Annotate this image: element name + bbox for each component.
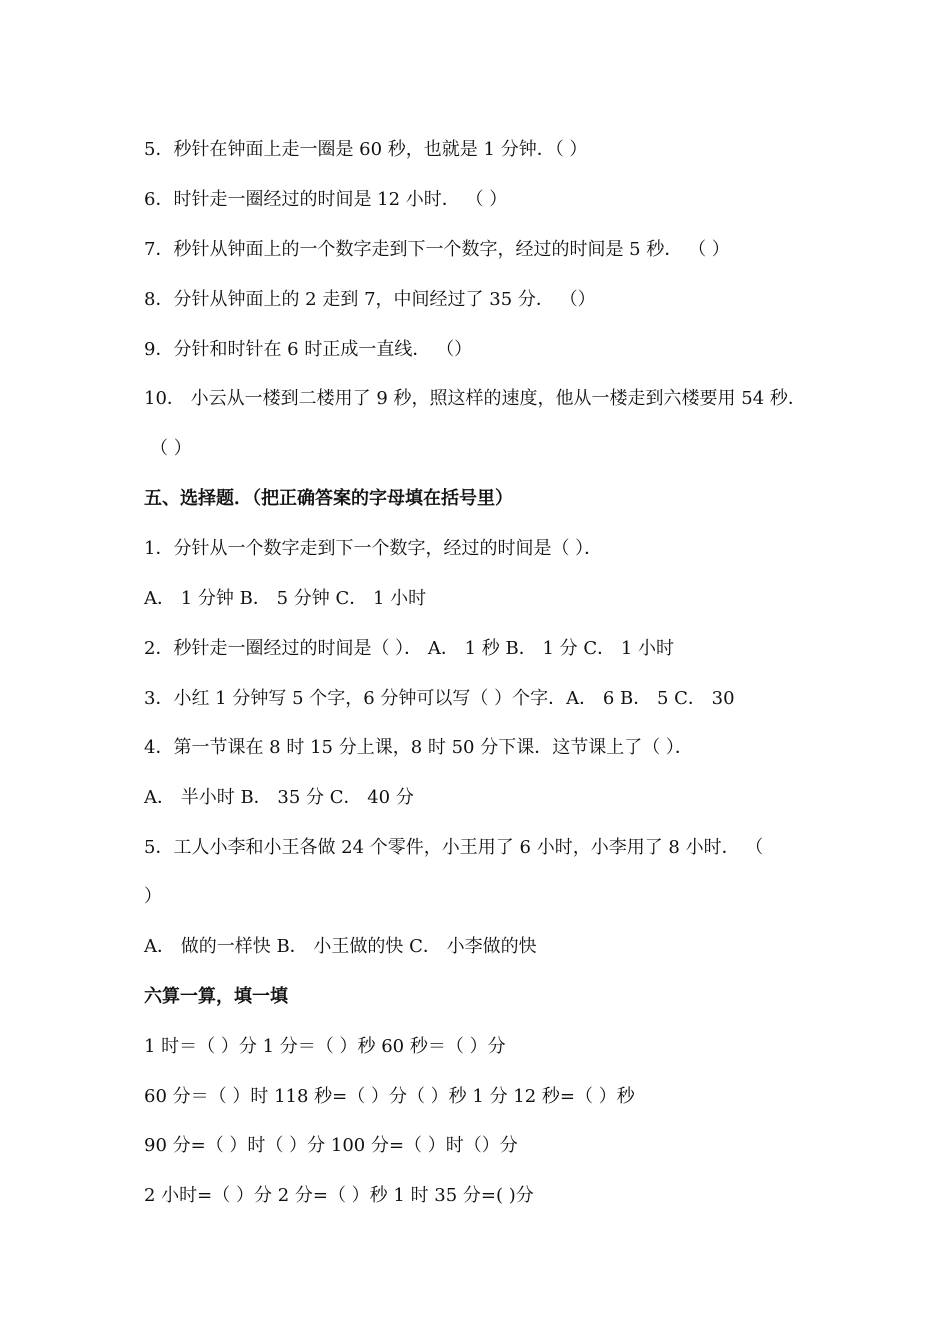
question-7: 7．秒针从钟面上的一个数字走到下一个数字，经过的时间是 5 秒． （ ） [144,239,730,260]
question-8: 8．分针从钟面上的 2 走到 7，中间经过了 35 分． （） [144,289,596,310]
choice-question-5: 5．工人小李和小王各做 24 个零件，小王用了 6 小时，小李用了 8 小时． （ [144,837,764,858]
section-6-heading: 六算一算，填一填 [144,986,288,1007]
choice-question-4: 4．第一节课在 8 时 15 分上课，8 时 50 分下课．这节课上了（ ）． [144,737,693,758]
calc-line-3: 90 分=（ ）时（ ）分 100 分=（ ）时（）分 [144,1135,518,1156]
choice-question-4-options: A． 半小时 B． 35 分 C． 40 分 [144,787,414,808]
choice-question-1: 1．分针从一个数字走到下一个数字，经过的时间是（ ）． [144,538,603,559]
question-6: 6．时针走一圈经过的时间是 12 小时． （ ） [144,189,508,210]
question-10-answer-blank: （ ） [150,438,192,459]
calc-line-1: 1 时＝（ ）分 1 分＝（ ）秒 60 秒＝（ ）分 [144,1036,506,1057]
choice-question-1-options: A． 1 分钟 B． 5 分钟 C． 1 小时 [144,588,427,609]
question-5: 5．秒针在钟面上走一圈是 60 秒，也就是 1 分钟．（ ） [144,139,588,160]
question-10: 10． 小云从一楼到二楼用了 9 秒，照这样的速度，他从一楼走到六楼要用 54 秒． [144,388,806,409]
section-5-heading: 五、选择题．（把正确答案的字母填在括号里） [144,488,513,509]
choice-question-5-options: A． 做的一样快 B． 小王做的快 C． 小李做的快 [144,936,537,957]
choice-question-2: 2．秒针走一圈经过的时间是（ ）． A． 1 秒 B． 1 分 C． 1 小时 [144,638,675,659]
choice-question-3: 3．小红 1 分钟写 5 个字，6 分钟可以写（ ）个字．A． 6 B． 5 C． 30 [144,688,735,709]
calc-line-4: 2 小时=（ ）分 2 分=（ ）秒 1 时 35 分=( )分 [144,1185,534,1206]
calc-line-2: 60 分＝（ ）时 118 秒=（ ）分（ ）秒 1 分 12 秒=（ ）秒 [144,1086,635,1107]
choice-question-5-bracket: ） [144,886,162,907]
question-9: 9．分针和时针在 6 时正成一直线． （） [144,339,473,360]
